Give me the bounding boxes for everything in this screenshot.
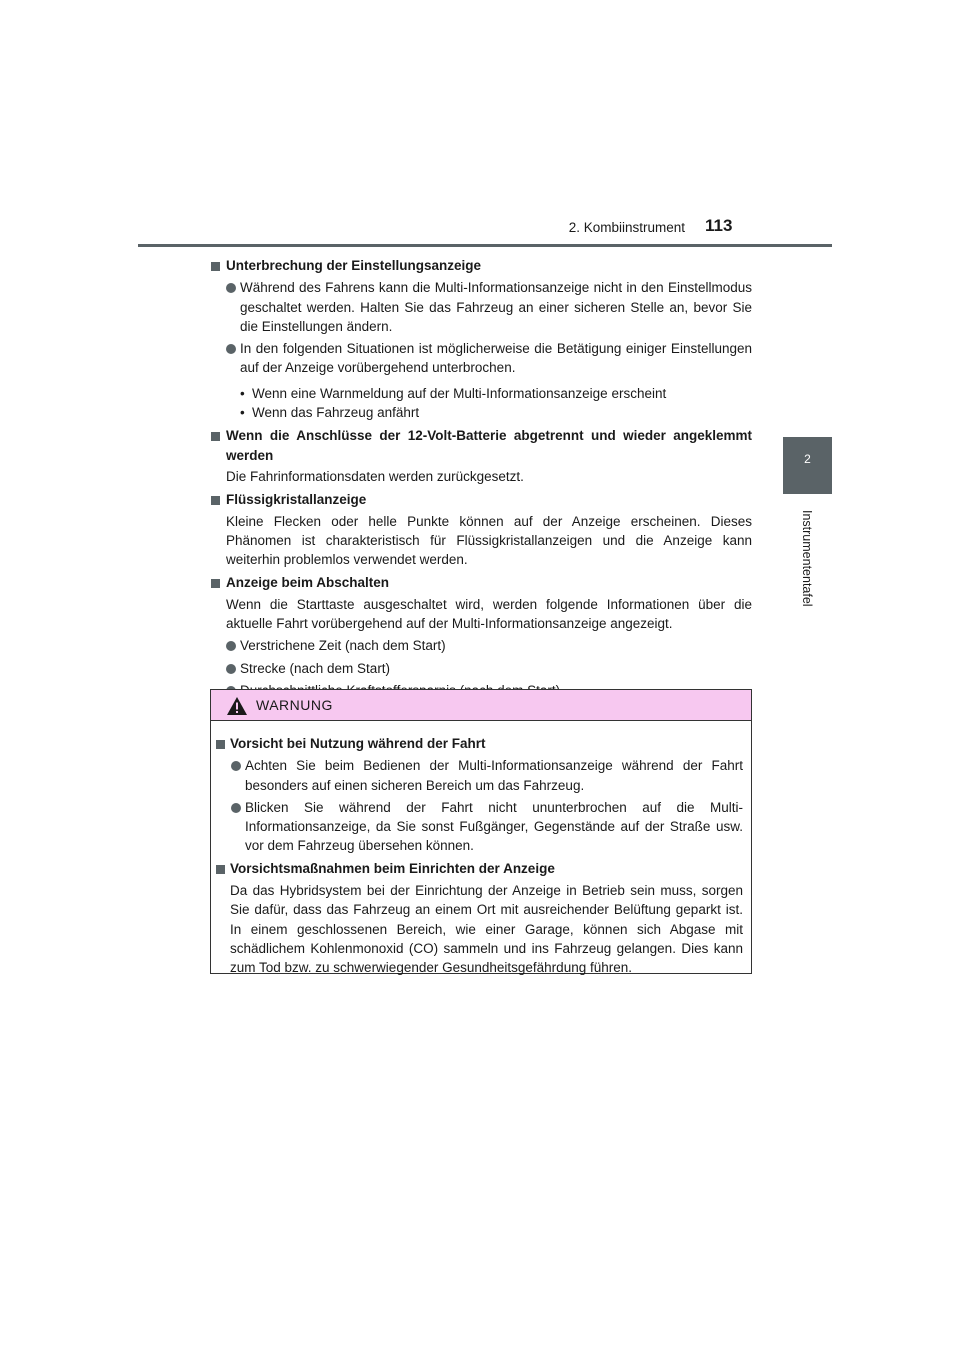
section-heading: Flüssigkristallanzeige: [210, 490, 752, 509]
chapter-title: 2. Kombiinstrument: [568, 220, 685, 235]
section-text: Wenn die Starttaste ausgeschaltet wird, werden folgende Informationen über die aktuelle Fahrt vorübergehend auf der Multi-Informationsanzeige angezeigt.: [226, 596, 752, 632]
page-number: 113: [705, 216, 733, 235]
section-heading: Unterbrechung der Einstellungsanzeige: [210, 256, 752, 275]
square-bullet-icon: [211, 579, 220, 588]
circle-bullet-icon: [231, 761, 241, 771]
list-item: Blicken Sie während der Fahrt nicht ununterbrochen auf die Multi-Informationsanzeige, da Sie sonst Fußgänger, Gegenstände auf der Straße usw. vor dem Fahrzeug übersehen können.: [216, 798, 743, 856]
warning-heading: Vorsicht bei Nutzung während der Fahrt: [216, 734, 743, 753]
list-item: Während des Fahrens kann die Multi-Informationsanzeige nicht in den Einstellmodus geschaltet werden. Halten Sie das Fahrzeug an einer sicheren Stelle an, bevor Sie die Einstellungen ändern.: [210, 278, 752, 336]
circle-bullet-icon: [226, 344, 236, 354]
main-content: [210, 256, 752, 702]
list-item: Achten Sie beim Bedienen der Multi-Informationsanzeige während der Fahrt besonders auf einen sicheren Bereich um das Fahrzeug.: [216, 756, 743, 795]
warning-box: [210, 689, 752, 974]
warning-body: [211, 721, 751, 978]
circle-bullet-icon: [226, 664, 236, 674]
chapter-tab-number: 2: [783, 437, 832, 494]
section-text: Die Fahrinformationsdaten werden zurückgesetzt.: [226, 468, 524, 484]
circle-bullet-icon: [226, 283, 236, 293]
sub-list-item: • Wenn das Fahrzeug anfährt: [240, 405, 420, 421]
circle-bullet-icon: [226, 641, 236, 651]
square-bullet-icon: [211, 496, 220, 505]
square-bullet-icon: [211, 262, 220, 271]
section-text: Kleine Flecken oder helle Punkte können auf der Anzeige erscheinen. Dieses Phänomen ist charakteristisch für Flüssigkristallanzeigen und die Anzeige kann weiterhin problemlos verwendet werden.: [226, 513, 752, 568]
circle-bullet-icon: [231, 803, 241, 813]
warning-title: WARNUNG: [256, 697, 333, 713]
chapter-tab-label: Instrumententafel: [800, 510, 814, 607]
list-item: Verstrichene Zeit (nach dem Start): [210, 636, 752, 655]
section-heading: Wenn die Anschlüsse der 12-Volt-Batterie abgetrennt und wieder angeklemmt werden: [210, 426, 752, 465]
warning-text: Da das Hybridsystem bei der Einrichtung der Anzeige in Betrieb sein muss, sorgen Sie dafür, dass das Fahrzeug an einem Ort mit ausreichender Belüftung geparkt ist. In einem geschlossenen Bereich, wie einer Garage, können sich Abgase mit schädlichem Kohlenmonoxid (CO) sammeln und ins Fahrzeug gelangen. Dies kann zum Tod bzw. zu schwerwiegender Gesundheitsgefährdung führen.: [230, 883, 743, 976]
warning-header: [211, 690, 751, 721]
header-divider: [138, 244, 832, 247]
square-bullet-icon: [211, 432, 220, 441]
section-heading: Anzeige beim Abschalten: [210, 573, 752, 592]
sub-list-item: • Wenn eine Warnmeldung auf der Multi-Informationsanzeige erscheint: [240, 385, 667, 401]
list-item: In den folgenden Situationen ist möglicherweise die Betätigung einiger Einstellungen auf der Anzeige vorübergehend unterbrochen.: [210, 339, 752, 378]
list-item: Strecke (nach dem Start): [210, 659, 752, 678]
warning-heading: Vorsichtsmaßnahmen beim Einrichten der Anzeige: [216, 859, 743, 878]
warning-triangle-icon: [226, 696, 248, 716]
square-bullet-icon: [216, 740, 225, 749]
square-bullet-icon: [216, 865, 225, 874]
